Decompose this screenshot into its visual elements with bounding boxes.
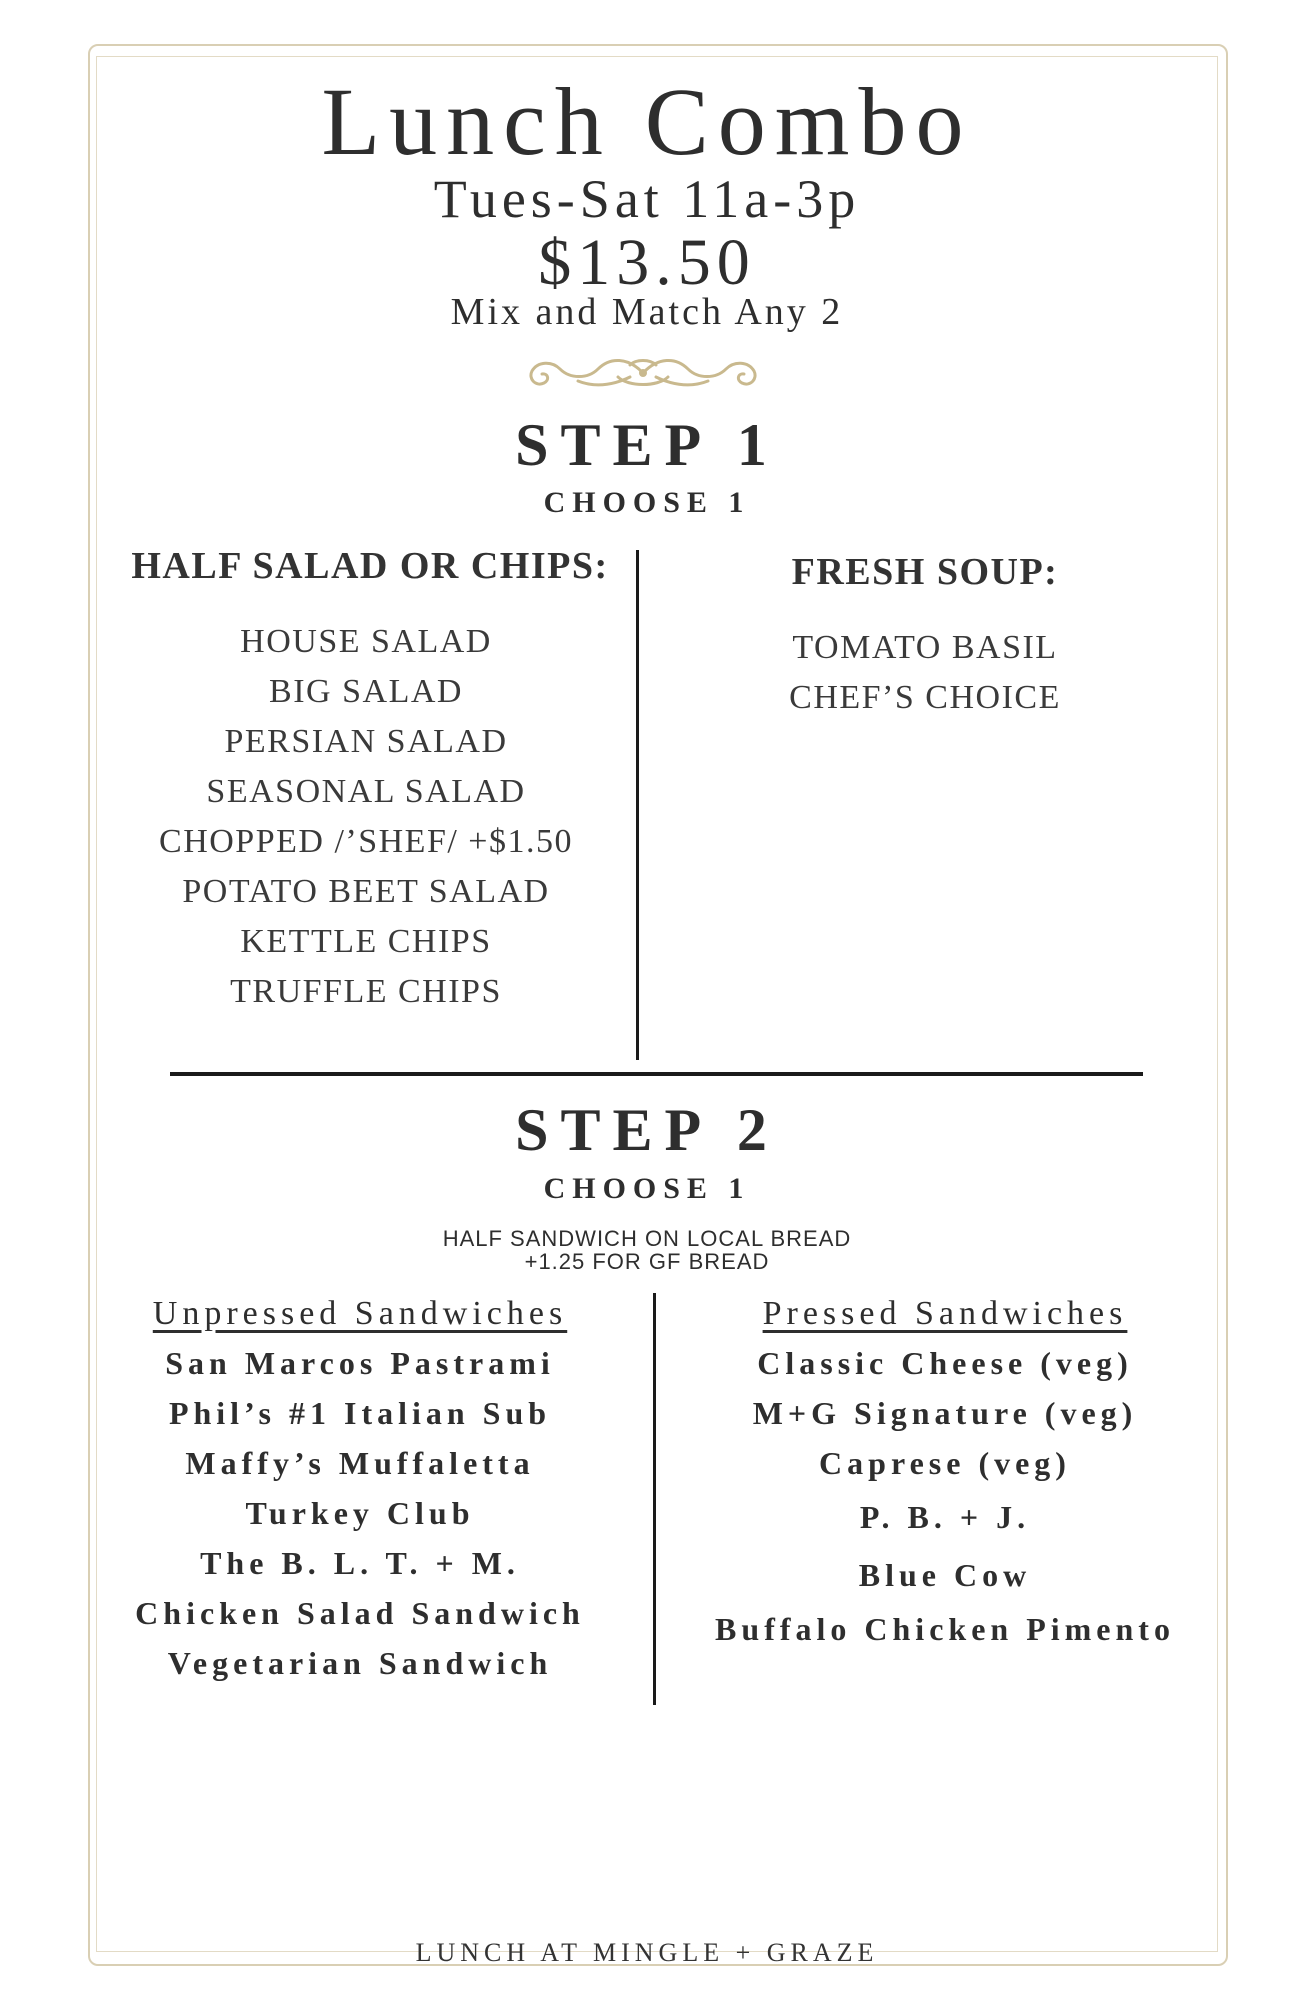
list-item: Turkey Club	[245, 1495, 475, 1531]
list-item: Classic Cheese (veg)	[757, 1345, 1133, 1381]
list-item: P. B. + J.	[859, 1499, 1031, 1535]
salad-chips-list	[116, 617, 616, 1017]
step2-title: STEP 2	[515, 1097, 779, 1163]
list-item: POTATO BEET SALAD	[182, 873, 550, 910]
unpressed-sandwiches-list	[90, 1338, 630, 1688]
list-item: HOUSE SALAD	[240, 623, 492, 660]
list-item: The B. L. T. + M.	[200, 1545, 520, 1581]
step2-subtitle: CHOOSE 1	[543, 1172, 751, 1205]
section-divider	[170, 1072, 1143, 1076]
list-item: CHOPPED /’SHEF/ +$1.50	[159, 823, 573, 860]
list-item: TRUFFLE CHIPS	[230, 973, 502, 1010]
list-item: Maffy’s Muffaletta	[185, 1445, 535, 1481]
list-item: San Marcos Pastrami	[165, 1345, 555, 1381]
unpressed-sandwiches-heading: Unpressed Sandwiches	[152, 1295, 568, 1332]
list-item: Caprese (veg)	[819, 1445, 1071, 1481]
fresh-soup-list	[700, 623, 1150, 723]
menu-tagline: Mix and Match Any 2	[450, 291, 844, 333]
pressed-sandwiches-heading: Pressed Sandwiches	[762, 1295, 1128, 1332]
list-item: Chicken Salad Sandwich	[135, 1595, 585, 1631]
gf-bread-note: +1.25 FOR GF BREAD	[524, 1249, 770, 1274]
list-item: M+G Signature (veg)	[752, 1395, 1138, 1431]
step1-subtitle: CHOOSE 1	[543, 486, 751, 519]
menu-price: $13.50	[538, 226, 756, 299]
fresh-soup-heading: FRESH SOUP:	[791, 551, 1059, 593]
list-item: Buffalo Chicken Pimento	[715, 1611, 1175, 1647]
salad-chips-heading: HALF SALAD OR CHIPS:	[131, 545, 609, 587]
list-item: Blue Cow	[858, 1557, 1032, 1593]
list-item: PERSIAN SALAD	[224, 723, 508, 760]
list-item: CHEF’S CHOICE	[789, 679, 1061, 716]
step2-column-divider	[653, 1293, 656, 1705]
pressed-sandwiches-list	[660, 1338, 1230, 1654]
step1-title: STEP 1	[515, 412, 779, 478]
list-item: Phil’s #1 Italian Sub	[168, 1395, 552, 1431]
list-item: TOMATO BASIL	[792, 629, 1058, 666]
step1-column-divider	[636, 550, 639, 1060]
list-item: BIG SALAD	[269, 673, 463, 710]
footer-text: LUNCH AT MINGLE + GRAZE	[415, 1938, 879, 1967]
flourish-ornament-icon	[518, 347, 768, 397]
list-item: KETTLE CHIPS	[240, 923, 492, 960]
bread-note: HALF SANDWICH ON LOCAL BREAD	[442, 1226, 852, 1251]
list-item: SEASONAL SALAD	[206, 773, 526, 810]
menu-hours: Tues-Sat 11a-3p	[433, 169, 861, 229]
menu-title: Lunch Combo	[321, 68, 973, 175]
list-item: Vegetarian Sandwich	[167, 1645, 553, 1681]
